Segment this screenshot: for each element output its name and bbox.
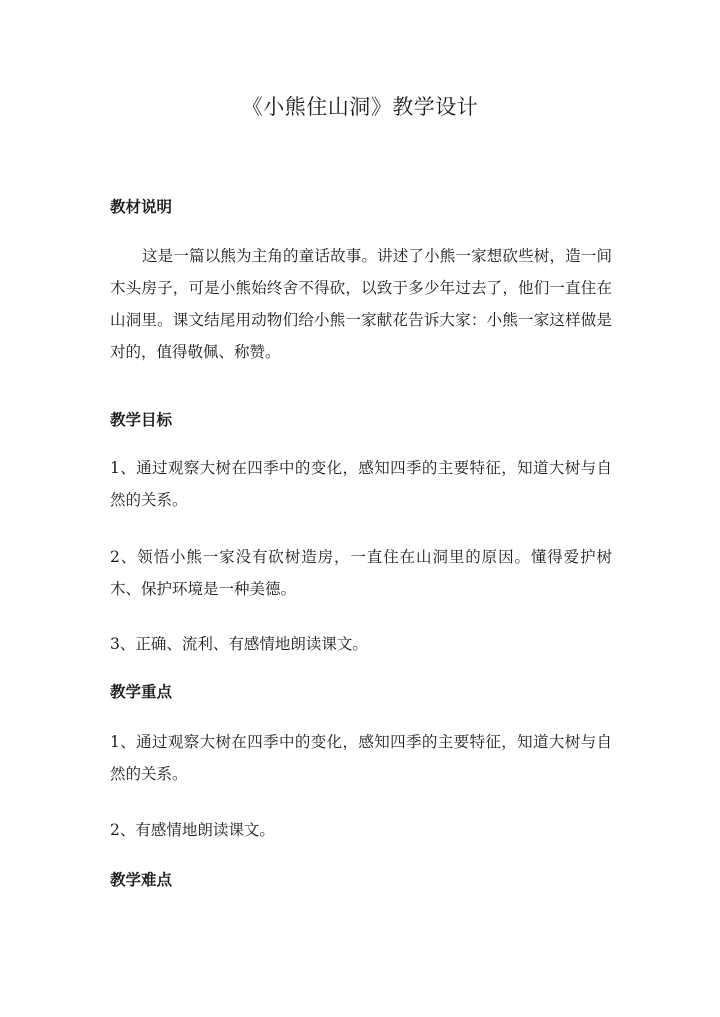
goal-item-3: 3、正确、流利、有感情地朗读课文。 <box>110 635 368 653</box>
section-heading-goals: 教学目标 <box>110 411 173 429</box>
key-point-item-2: 2、有感情地朗读课文。 <box>110 821 275 839</box>
section-heading-materials: 教材说明 <box>110 198 173 216</box>
section-heading-difficulties: 教学难点 <box>110 871 173 889</box>
section-heading-key-points: 教学重点 <box>110 683 173 701</box>
materials-paragraph: 这是一篇以熊为主角的童话故事。讲述了小熊一家想砍些树，造一间木头房子，可是小熊始终舍不得砍，以致于多少年过去了，他们一直住在山洞里。课文结尾用动物们给小熊一家献花告诉大家：小熊一家这样做是对的，值得敬佩、称赞。 <box>110 247 612 361</box>
goal-item-2: 2、领悟小熊一家没有砍树造房，一直住在山洞里的原因。懂得爱护树木、保护环境是一种美德。 <box>110 548 612 598</box>
goal-item-1: 1、通过观察大树在四季中的变化，感知四季的主要特征，知道大树与自然的关系。 <box>110 459 612 509</box>
document-title: 《小熊住山洞》教学设计 <box>241 95 479 119</box>
key-point-item-1: 1、通过观察大树在四季中的变化，感知四季的主要特征，知道大树与自然的关系。 <box>110 733 612 783</box>
